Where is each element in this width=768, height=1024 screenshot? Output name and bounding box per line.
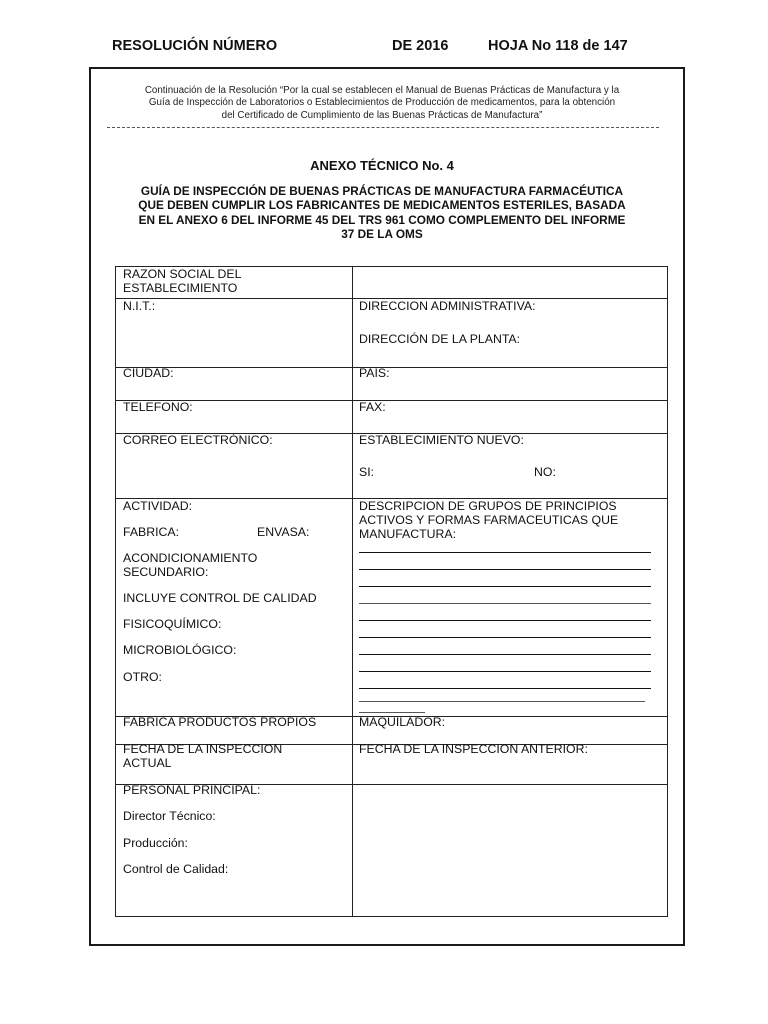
resolution-number-label: RESOLUCIÓN NÚMERO [112, 38, 278, 54]
fill-line [359, 671, 651, 672]
fill-line [359, 569, 651, 570]
fecha-inspeccion-anterior-label: FECHA DE LA INSPECCION ANTERIOR: [359, 742, 588, 756]
fabrica-option: FABRICA: [123, 525, 180, 539]
direccion-administrativa-label: DIRECCION ADMINISTRATIVA: [359, 299, 536, 313]
annex-title: ANEXO TÉCNICO No. 4 [310, 158, 454, 173]
fecha-inspeccion-actual-label: FECHA DE LA INSPECCION ACTUAL [123, 742, 283, 770]
guide-title-line-4: 37 DE LA OMS [341, 226, 423, 241]
continuation-line-1: Continuación de la Resolución “Por la cual se establecen el Manual de Buenas Prácticas de Manufactura y la [144, 85, 620, 96]
control-calidad-label: INCLUYE CONTROL DE CALIDAD [123, 591, 317, 605]
si-option: SI: [359, 465, 375, 479]
establishment-form-table [115, 266, 668, 917]
otro-option: OTRO: [123, 670, 162, 684]
direccion-planta-label: DIRECCIÓN DE LA PLANTA: [359, 332, 521, 346]
acondicionamiento-option: ACONDICIONAMIENTO SECUNDARIO: [123, 551, 258, 579]
row-divider [116, 367, 667, 368]
fax-label: FAX: [359, 400, 386, 414]
no-option: NO: [534, 465, 556, 479]
razon-social-label: RAZON SOCIAL DEL ESTABLECIMIENTO [123, 267, 242, 295]
pais-label: PAIS: [359, 366, 390, 380]
continuation-line-3: del Certificado de Cumplimiento de las Buenas Prácticas de Manufactura” [221, 109, 543, 121]
fabrica-productos-propios-label: FABRICA PRODUCTOS PROPIOS [123, 715, 317, 729]
descripcion-label: DESCRIPCION DE GRUPOS DE PRINCIPIOS ACTIVOS Y FORMAS FARMACEUTICAS QUE MANUFACTURA: [359, 499, 619, 541]
fisicoquimico-option: FISICOQUÍMICO: [123, 617, 222, 631]
maquilador-label: MAQUILADOR: [359, 715, 446, 729]
fill-line [359, 712, 425, 713]
fill-line [359, 552, 651, 553]
guide-title-line-2: QUE DEBEN CUMPLIR LOS FABRICANTES DE MEDICAMENTOS ESTERILES, BASADA [138, 198, 626, 213]
ciudad-label: CIUDAD: [123, 366, 174, 380]
resolution-year: DE 2016 [392, 38, 449, 54]
envasa-option: ENVASA: [257, 525, 310, 539]
row-divider [116, 400, 667, 401]
dashed-separator [107, 127, 659, 128]
guide-title-line-1: GUÍA DE INSPECCIÓN DE BUENAS PRÁCTICAS DE MANUFACTURA FARMACÉUTICA [140, 184, 624, 198]
microbiologico-option: MICROBIOLÓGICO: [123, 643, 237, 657]
fill-line [359, 637, 651, 638]
page-number: HOJA No 118 de 147 [488, 38, 628, 54]
nit-label: N.I.T.: [123, 299, 156, 313]
fill-line [359, 603, 651, 604]
fill-line [359, 654, 651, 655]
guide-title-line-3: EN EL ANEXO 6 DEL INFORME 45 DEL TRS 961 COMO COMPLEMENTO DEL INFORME [138, 212, 626, 227]
telefono-label: TELEFONO: [123, 400, 193, 414]
control-calidad-personal-label: Control de Calidad: [123, 862, 229, 876]
actividad-label: ACTIVIDAD: [123, 499, 193, 513]
guide-title [106, 184, 658, 241]
fill-line [359, 620, 651, 621]
column-divider [352, 267, 353, 916]
fill-line [359, 586, 651, 587]
establecimiento-nuevo-label: ESTABLECIMIENTO NUEVO: [359, 433, 524, 447]
continuation-line-2: Guía de Inspección de Laboratorios o Establecimientos de Producción de medicamentos, para la obtención [148, 97, 616, 109]
produccion-label: Producción: [123, 836, 188, 850]
correo-label: CORREO ELECTRÓNICO: [123, 433, 273, 447]
fill-line [359, 701, 645, 702]
fill-line [359, 688, 651, 689]
continuation-note [106, 85, 658, 122]
personal-principal-label: PERSONAL PRINCIPAL: [123, 783, 261, 797]
director-tecnico-label: Director Técnico: [123, 809, 216, 823]
